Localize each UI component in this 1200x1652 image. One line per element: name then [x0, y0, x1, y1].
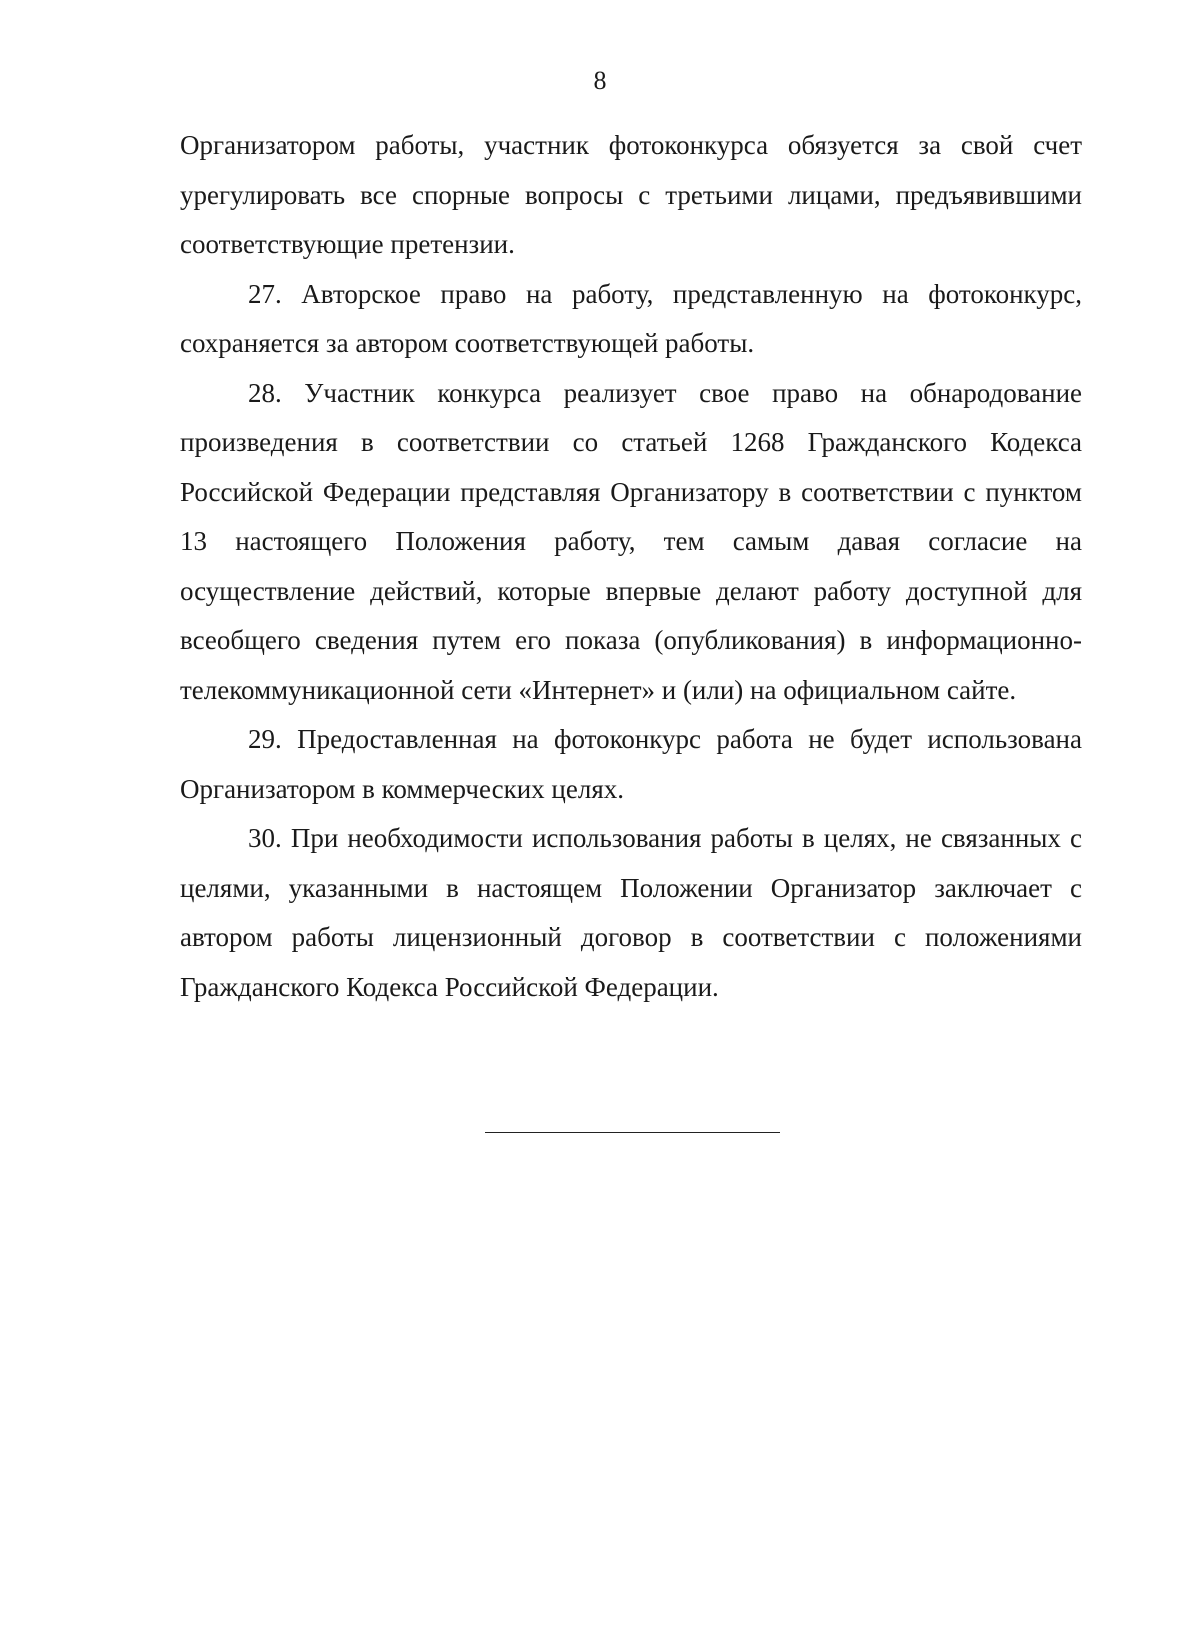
page-number: 8 — [593, 66, 607, 95]
paragraph-continuation: Организатором работы, участник фотоконкурса обязуется за свой счет урегулировать все спорные вопросы с третьими лицами, предъявившими соответствующие претензии. — [180, 130, 1082, 259]
paragraph-item-29: 29. Предоставленная на фотоконкурс работа не будет использована Организатором в коммерческих целях. — [180, 724, 1082, 804]
paragraph-item-30: 30. При необходимости использования работы в целях, не связанных с целями, указанными в настоящем Положении Организатор заключает с автором работы лицензионный договор в соответствии с положениями Гражданского Кодекса Российской Федерации. — [180, 823, 1082, 1002]
document-body — [180, 121, 1082, 1012]
end-separator-line — [485, 1132, 780, 1133]
paragraph-item-27: 27. Авторское право на работу, представленную на фотоконкурс, сохраняется за автором соответствующей работы. — [180, 278, 1082, 358]
paragraph-item-28: 28. Участник конкурса реализует свое право на обнародование произведения в соответствии со статьей 1268 Гражданского Кодекса Российской Федерации представляя Организатору в соответствии с пунктом 13 настоящего Положения работу, тем самым давая согласие на осуществление действий, которые впервые делают работу доступной для всеобщего сведения путем его показа (опубликования) в информационно-телекоммуникационной сети «Интернет» и (или) на официальном сайте. — [180, 377, 1082, 705]
